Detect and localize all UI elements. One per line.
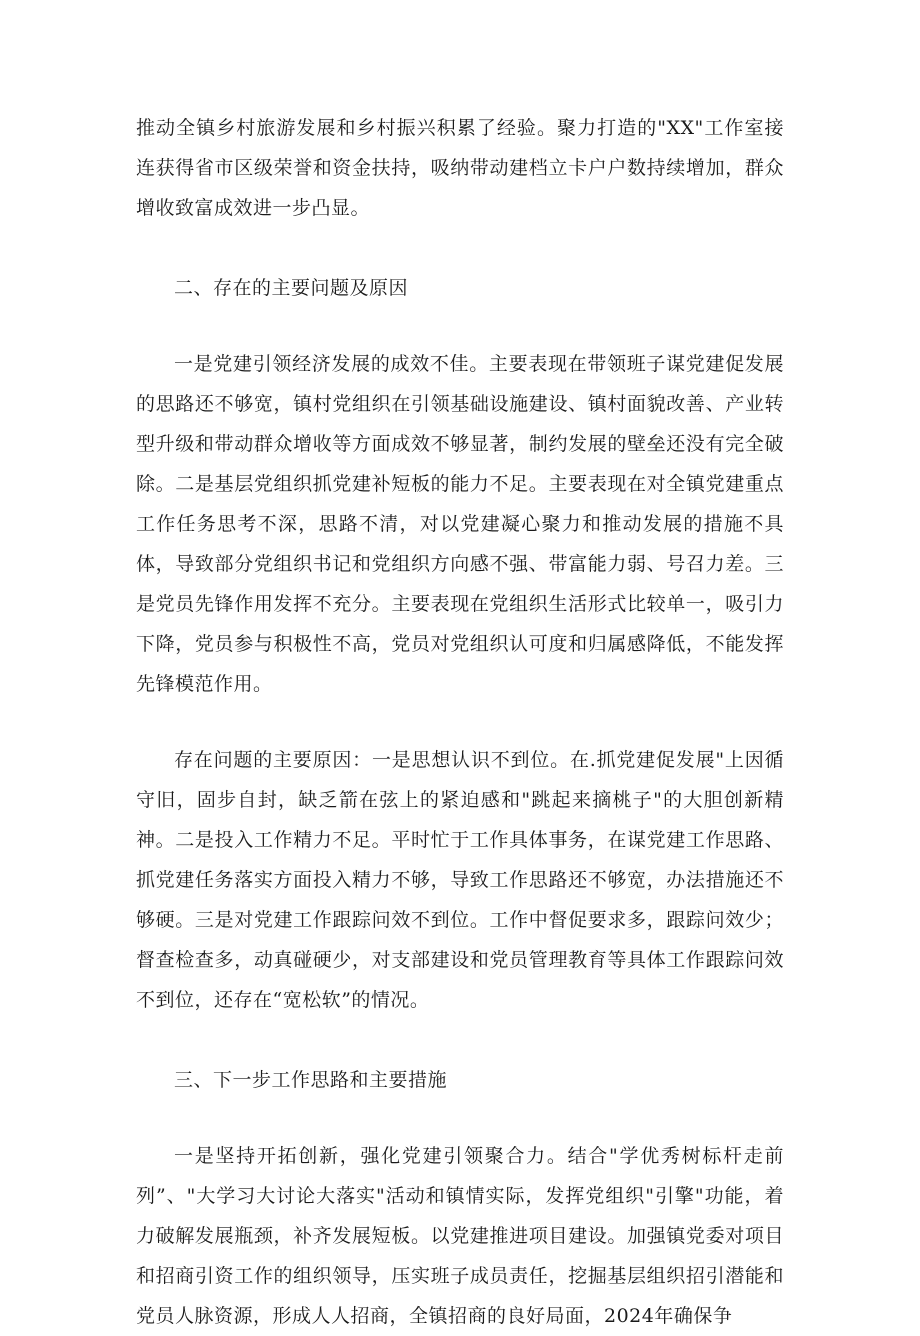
paragraph-reasons: 存在问题的主要原因：一是思想认识不到位。在.抓党建促发展"上因循守旧，固步自封，缺乏箭在弦上的紧迫感和"跳起来摘桃子"的大胆创新精神。二是投入工作精力不足。平时忙于工作具体事务，在谋党建工作思路、抓党建任务落实方面投入精力不够，导致工作思路还不够宽，办法措施还不够硬。三是对党建工作跟踪问效不到位。工作中督促要求多，跟踪问效少；督查检查多，动真碰硬少，对支部建设和党员管理教育等具体工作跟踪问效不到位，还存在“宽松软”的情况。: [136, 749, 784, 1011]
paragraph-measures: 一是坚持开拓创新，强化党建引领聚合力。结合"学优秀树标杆走前列”、"大学习大讨论大落实"活动和镇情实际，发挥党组织"引擎"功能，着力破解发展瓶颈，补齐发展短板。以党建推进项目建设。加强镇党委对项目和招商引资工作的组织领导，压实班子成员责任，挖掘基层组织招引潜能和党员人脉资源，形成人人招商，全镇招商的良好局面，2024年确保争: [136, 1145, 784, 1327]
spacer: [136, 704, 784, 740]
section-heading-problems: 二、存在的主要问题及原因: [174, 277, 409, 299]
spacer: [136, 1100, 784, 1136]
spacer: [136, 308, 784, 344]
section-heading-measures: 三、下一步工作思路和主要措施: [174, 1069, 448, 1091]
spacer: [136, 228, 784, 268]
paragraph-problems: 一是党建引领经济发展的成效不佳。主要表现在带领班子谋党建促发展的思路还不够宽，镇村党组织在引领基础设施建设、镇村面貌改善、产业转型升级和带动群众增收等方面成效不够显著，制约发展的壁垒还没有完全破除。二是基层党组织抓党建补短板的能力不足。主要表现在对全镇党建重点工作任务思考不深，思路不清，对以党建凝心聚力和推动发展的措施不具体，导致部分党组织书记和党组织方向感不强、带富能力弱、号召力差。三是党员先锋作用发挥不充分。主要表现在党组织生活形式比较单一，吸引力下降，党员参与积极性不高，党员对党组织认可度和归属感降低，不能发挥先锋模范作用。: [136, 353, 784, 695]
spacer: [136, 1020, 784, 1060]
document-body: [136, 108, 784, 1336]
paragraph-continuation: 推动全镇乡村旅游发展和乡村振兴积累了经验。聚力打造的"XX"工作室接连获得省市区级荣誉和资金扶持，吸纳带动建档立卡户户数持续增加，群众增收致富成效进一步凸显。: [136, 117, 784, 219]
